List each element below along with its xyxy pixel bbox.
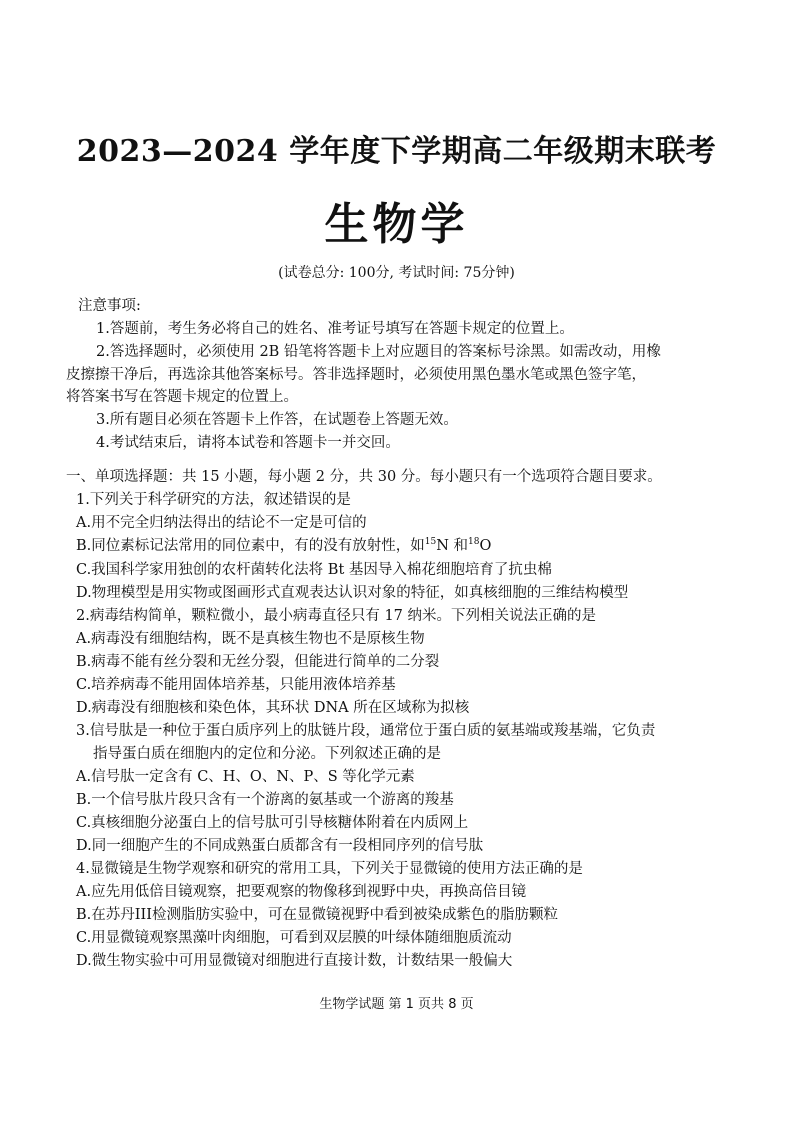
question-4: 4.显微镜是生物学观察和研究的常用工具，下列关于显微镜的使用方法正确的是: [76, 861, 583, 877]
question-2: 2.病毒结构简单，颗粒微小，最小病毒直径只有 17 纳米。下列相关说法正确的是: [76, 608, 597, 624]
q3-option-b: B.一个信号肽片段只含有一个游离的氨基或一个游离的羧基: [76, 792, 454, 808]
q4-option-a: A.应先用低倍目镜观察，把要观察的物像移到视野中央，再换高倍目镜: [76, 884, 527, 900]
page-footer: 生物学试题 第 1 页共 8 页: [319, 997, 474, 1012]
q1b-sup-1: 15: [424, 537, 437, 548]
q4-option-d: D.微生物实验中可用显微镜对细胞进行直接计数，计数结果一般偏大: [76, 953, 513, 969]
exam-meta: (试卷总分: 100分, 考试时间: 75分钟): [278, 265, 515, 281]
q1-option-c: C.我国科学家用独创的农杆菌转化法将 Bt 基因导入棉花细胞培育了抗虫棉: [76, 562, 552, 578]
subject-title: 生物学: [324, 199, 469, 250]
notes-title: 注意事项:: [78, 298, 141, 314]
q2-option-b: B.病毒不能有丝分裂和无丝分裂，但能进行简单的二分裂: [76, 654, 440, 670]
q3-option-d: D.同一细胞产生的不同成熟蛋白质都含有一段相同序列的信号肽: [76, 838, 484, 854]
q1-option-b: [76, 536, 491, 556]
note-1: 1.答题前，考生务必将自己的姓名、准考证号填写在答题卡规定的位置上。: [96, 321, 574, 337]
q4-option-c: C.用显微镜观察黑藻叶肉细胞，可看到双层膜的叶绿体随细胞质流动: [76, 930, 512, 946]
note-2-line-2: 皮擦擦干净后，再选涂其他答案标号。答非选择题时，必须使用黑色墨水笔或黑色签字笔，: [66, 367, 646, 383]
exam-title: 2023—2024 学年度下学期高二年级期末联考: [76, 134, 717, 169]
q3-option-c: C.真核细胞分泌蛋白上的信号肽可引导核糖体附着在内质网上: [76, 815, 469, 831]
note-2-line-3: 将答案书写在答题卡规定的位置上。: [66, 389, 298, 405]
note-2-line-1: 2.答选择题时，必须使用 2B 铅笔将答题卡上对应题目的答案标号涂黑。如需改动，用橡: [96, 344, 661, 360]
q2-option-d: D.病毒没有细胞核和染色体，其环状 DNA 所在区域称为拟核: [76, 700, 470, 716]
q1-option-a: A.用不完全归纳法得出的结论不一定是可信的: [76, 515, 367, 531]
q1-option-d: D.物理模型是用实物或图画形式直观表达认识对象的特征，如真核细胞的三维结构模型: [76, 585, 629, 601]
q1b-text-1: B.同位素标记法常用的同位素中，有的没有放射性，如: [76, 538, 425, 554]
question-3-line-2: 指导蛋白质在细胞内的定位和分泌。下列叙述正确的是: [93, 746, 441, 762]
q1b-sup-2: 18: [468, 537, 480, 548]
section-heading: 一、单项选择题：共 15 小题，每小题 2 分，共 30 分。每小题只有一个选项符合题目要求。: [66, 469, 662, 485]
q2-option-c: C.培养病毒不能用固体培养基，只能用液体培养基: [76, 677, 396, 693]
note-3: 3.所有题目必须在答题卡上作答，在试题卷上答题无效。: [96, 412, 458, 428]
q1b-text-3: O: [479, 538, 492, 554]
q3-option-a: A.信号肽一定含有 C、H、O、N、P、S 等化学元素: [76, 769, 415, 785]
q1b-text-2: N 和: [436, 538, 469, 554]
question-1: 1.下列关于科学研究的方法，叙述错误的是: [76, 492, 351, 508]
q2-option-a: A.病毒没有细胞结构，既不是真核生物也不是原核生物: [76, 631, 425, 647]
q4-option-b: B.在苏丹III检测脂肪实验中，可在显微镜视野中看到被染成紫色的脂肪颗粒: [76, 907, 558, 923]
question-3-line-1: 3.信号肽是一种位于蛋白质序列上的肽链片段，通常位于蛋白质的氨基端或羧基端，它负责: [76, 723, 656, 739]
note-4: 4.考试结束后，请将本试卷和答题卡一并交回。: [96, 435, 400, 451]
